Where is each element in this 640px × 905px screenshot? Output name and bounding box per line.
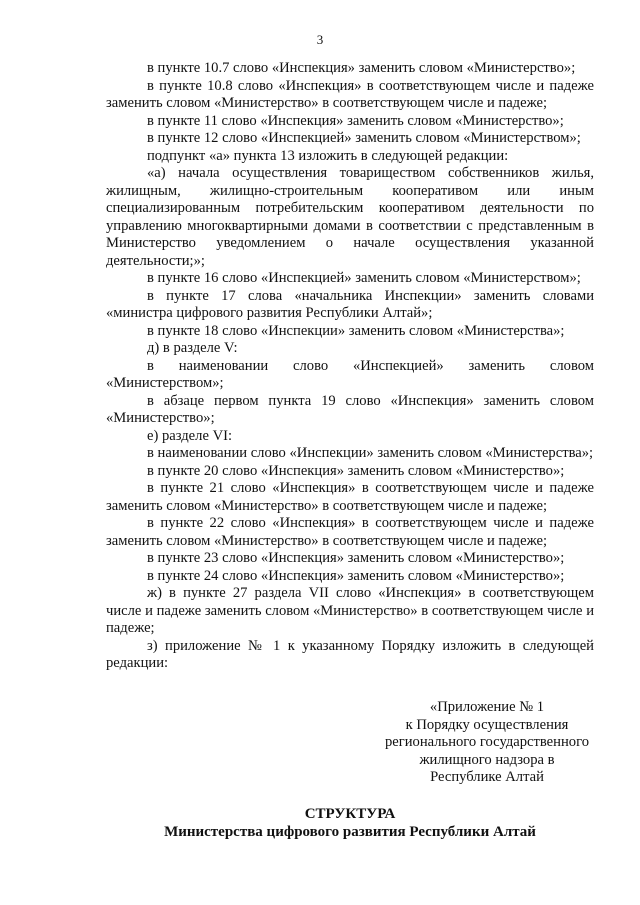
paragraph: в абзаце первом пункта 19 слово «Инспекция» заменить словом «Министерство»;	[106, 392, 594, 426]
paragraph: в наименовании слово «Инспекции» заменить словом «Министерства»;	[147, 445, 594, 461]
paragraph: в пункте 18 слово «Инспекции» заменить словом «Министерства»;	[147, 322, 565, 339]
structure-subtitle: Министерства цифрового развития Республики Алтай	[164, 824, 536, 840]
paragraph: д) в разделе V:	[147, 340, 238, 356]
paragraph: в пункте 10.7 слово «Инспекция» заменить словом «Министерство»;	[147, 60, 576, 76]
page-number: 3	[316, 32, 324, 47]
paragraph: в пункте 17 слова «начальника Инспекции» заменить словами «министра цифрового развития Республики Алтай»;	[106, 287, 594, 321]
paragraph: ж) в пункте 27 раздела VII слово «Инспекция» в соответствующем числе и падеже заменить словом «Министерство» в соответствующем числе и падеже;	[106, 585, 594, 636]
appendix-line: Республике Алтай	[430, 769, 544, 786]
paragraph: е) разделе VI:	[147, 427, 233, 444]
paragraph: в пункте 23 слово «Инспекция» заменить словом «Министерство»;	[147, 550, 565, 566]
paragraph: в пункте 12 слово «Инспекцией» заменить словом «Министерством»;	[147, 130, 581, 146]
paragraph: в пункте 24 слово «Инспекция» заменить словом «Министерство»;	[147, 567, 565, 584]
paragraph: в пункте 20 слово «Инспекция» заменить словом «Министерство»;	[147, 462, 565, 479]
document-body	[106, 60, 594, 673]
appendix-line: жилищного надзора в	[419, 751, 555, 768]
paragraph: в пункте 11 слово «Инспекция» заменить словом «Министерство»;	[147, 112, 564, 129]
paragraph: в пункте 21 слово «Инспекция» в соответствующем числе и падеже заменить словом «Министерство» в соответствующем числе и падеже;	[106, 480, 594, 514]
paragraph: з) приложение № 1 к указанному Порядку изложить в следующей редакции:	[106, 637, 594, 671]
paragraph: «а) начала осуществления товариществом собственников жилья, жилищным, жилищно-строительным кооперативом или иным специализированным потребительским кооперативом деятельности по управлению многоквартирными домами в соответствии с представленным в Министерство уведомлением о начале осуществления указанной деятельности;»;	[106, 165, 594, 269]
appendix-line: «Приложение № 1	[429, 699, 545, 715]
paragraph: в пункте 10.8 слово «Инспекция» в соответствующем числе и падеже заменить словом «Министерство» в соответствующем числе и падеже;	[106, 77, 594, 111]
appendix-heading	[370, 699, 604, 787]
paragraph: в наименовании слово «Инспекцией» заменить словом «Министерством»;	[106, 357, 594, 391]
paragraph: в пункте 22 слово «Инспекция» в соответствующем числе и падеже заменить словом «Министерство» в соответствующем числе и падеже;	[106, 515, 594, 549]
appendix-line: регионального государственного	[384, 734, 589, 751]
appendix-line: к Порядку осуществления	[405, 716, 569, 733]
structure-title: СТРУКТУРА	[304, 806, 396, 822]
paragraph: подпункт «а» пункта 13 изложить в следующей редакции:	[147, 147, 509, 164]
paragraph: в пункте 16 слово «Инспекцией» заменить словом «Министерством»;	[147, 270, 581, 286]
